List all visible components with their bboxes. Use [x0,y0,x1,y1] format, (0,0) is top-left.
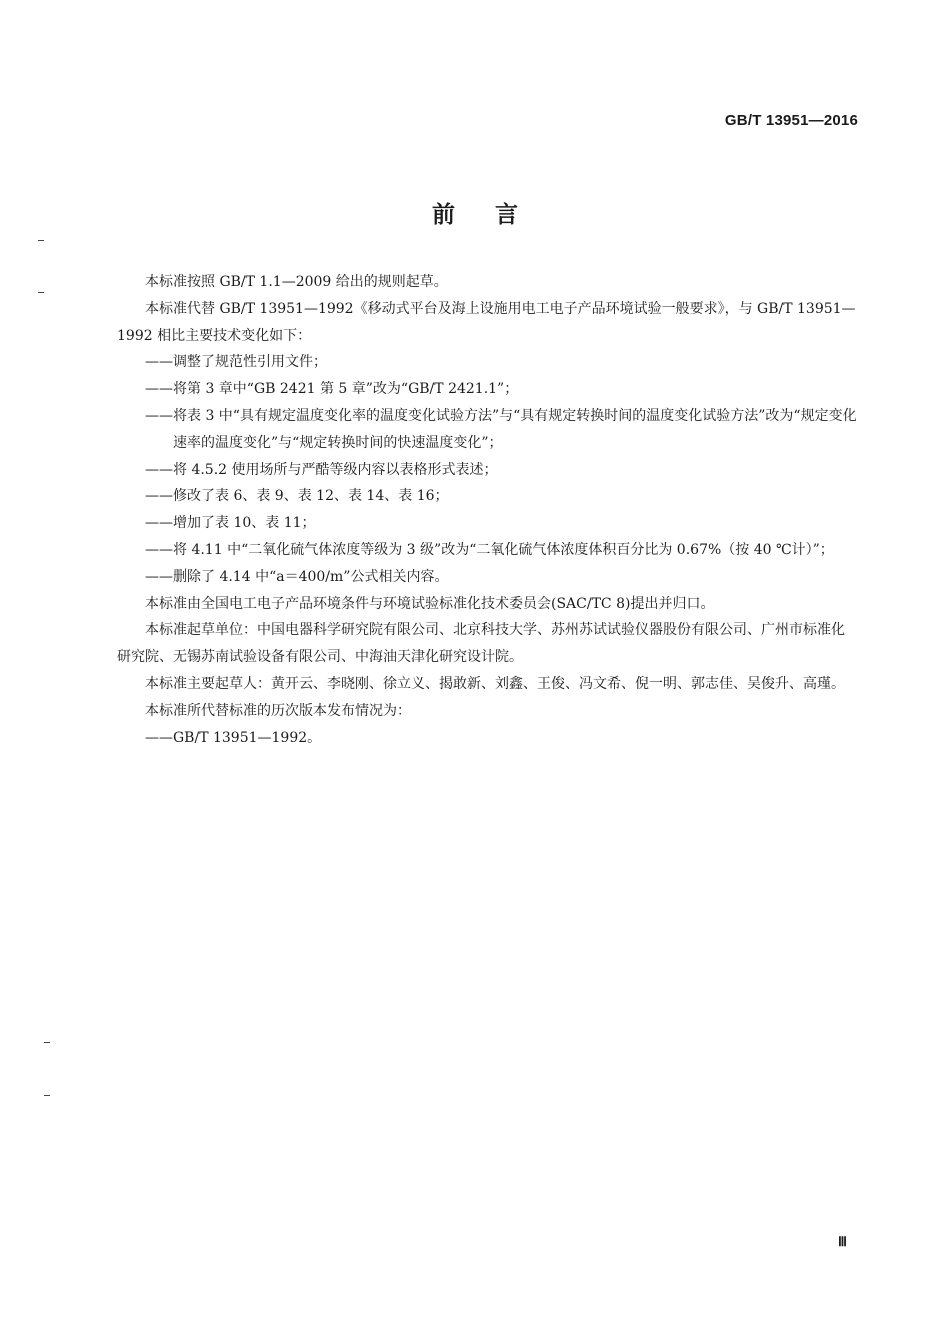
paragraph: 本标准起草单位：中国电器科学研究院有限公司、北京科技大学、苏州苏试试验仪器股份有限公司、广州市标准化研究院、无锡苏南试验设备有限公司、中海油天津化研究设计院。 [117,622,845,666]
list-item: ——将 4.11 中“二氧化硫气体浓度等级为 3 级”改为“二氧化硫气体浓度体积百分比为 0.67%（按 40 ℃计）”； [145,541,834,558]
page-number: Ⅲ [838,1234,847,1249]
standard-code: GB/T 13951—2016 [724,112,858,129]
scan-mark [44,1042,50,1043]
foreword-body [117,269,857,751]
list-item: ——将表 3 中“具有规定温度变化率的温度变化试验方法”与“具有规定转换时间的温度变化试验方法”改为“规定变化速率的温度变化”与“规定转换时间的快速温度变化”； [145,407,857,451]
page-title: 前言 [432,202,558,228]
list-item: ——调整了规范性引用文件； [145,354,327,371]
list-item: ——将 4.5.2 使用场所与严酷等级内容以表格形式表述； [145,461,498,478]
paragraph: 本标准所代替标准的历次版本发布情况为： [145,702,411,719]
paragraph: 本标准代替 GB/T 13951—1992《移动式平台及海上设施用电工电子产品环境试验一般要求》，与 GB/T 13951—1992 相比主要技术变化如下： [117,300,856,344]
scan-mark [38,292,44,293]
list-item: ——将第 3 章中“GB 2421 第 5 章”改为“GB/T 2421.1”； [145,381,519,398]
list-item: ——增加了表 10、表 11； [145,515,316,532]
scan-mark [44,1095,50,1096]
paragraph: 本标准按照 GB/T 1.1—2009 给出的规则起草。 [145,274,448,290]
scan-mark [38,240,44,241]
paragraph: 本标准主要起草人：黄开云、李晓刚、徐立义、揭敢新、刘鑫、王俊、冯文希、倪一明、郭志佳、吴俊升、高瑾。 [145,675,845,692]
list-item: ——GB/T 13951—1992。 [145,729,322,746]
list-item: ——删除了 4.14 中“a＝400/m”公式相关内容。 [145,568,449,585]
paragraph: 本标准由全国电工电子产品环境条件与环境试验标准化技术委员会(SAC/TC 8)提出并归口。 [145,595,715,612]
list-item: ——修改了表 6、表 9、表 12、表 14、表 16； [145,488,449,505]
